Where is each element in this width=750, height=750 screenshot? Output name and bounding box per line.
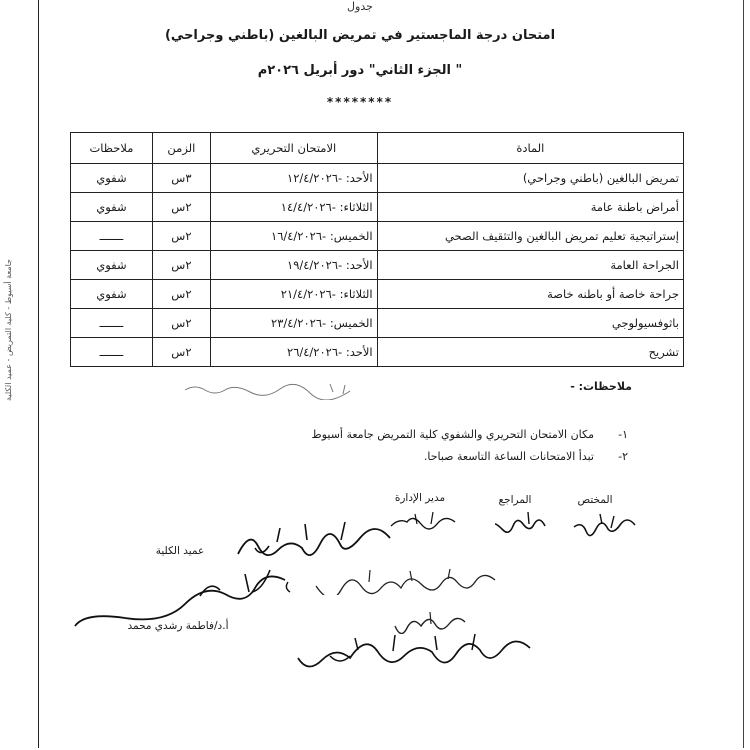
cell-date: الأحد: -٢٦/٤/٢٠٢٦ (210, 338, 377, 367)
cell-notes: ـــــــ (71, 309, 153, 338)
cell-date: الأحد: -١٩/٤/٢٠٢٦ (210, 251, 377, 280)
document-top-label: جدول (347, 0, 373, 13)
note-item-2 (150, 450, 628, 463)
header-subject: المادة (377, 133, 683, 164)
cell-subject: إستراتيجية تعليم تمريض البالغين والتثقيف الصحي (377, 222, 683, 251)
exam-schedule-table (70, 132, 684, 367)
cell-subject: تمريض البالغين (باطني وجراحي) (377, 164, 683, 193)
table-row (71, 280, 684, 309)
table-header-row (71, 133, 684, 164)
table-row (71, 193, 684, 222)
cell-time: ٢س (152, 251, 210, 280)
dean-label: عميد الكلية (155, 545, 205, 557)
cell-subject: جراحة خاصة أو باطنه خاصة (377, 280, 683, 309)
table-row (71, 222, 684, 251)
cell-date: الخميس: -٢٣/٤/٢٠٢٦ (210, 309, 377, 338)
cell-subject: أمراض باطنة عامة (377, 193, 683, 222)
cell-time: ٢س (152, 280, 210, 309)
notes-heading: ملاحظات: - (570, 380, 632, 393)
cell-time: ٢س (152, 309, 210, 338)
note-number: ٢- (618, 450, 628, 463)
cell-subject: الجراحة العامة (377, 251, 683, 280)
table-row (71, 251, 684, 280)
cell-notes: شفوي (71, 251, 153, 280)
note-text: مكان الامتحان التحريري والشفوي كلية التمريض جامعة أسيوط (311, 428, 594, 441)
cell-notes: شفوي (71, 193, 153, 222)
side-margin-text: جامعة أسيوط - كلية التمريض - عميد الكلية (4, 259, 13, 402)
dean-signature (70, 560, 300, 630)
cell-notes: شفوي (71, 280, 153, 309)
cell-time: ٢س (152, 222, 210, 251)
header-time: الزمن (152, 133, 210, 164)
admin-signature (385, 508, 460, 534)
table-row (71, 338, 684, 367)
specialist-signature (570, 510, 640, 540)
margin-scribble (180, 378, 380, 400)
table-row (71, 164, 684, 193)
reviewer-signature (490, 508, 550, 538)
reviewer-label: المراجع (498, 494, 532, 506)
cell-time: ٣س (152, 164, 210, 193)
cell-notes: شفوي (71, 164, 153, 193)
cell-date: الخميس: -١٦/٤/٢٠٢٦ (210, 222, 377, 251)
dean-name: أ.د/فاطمة رشدي محمد (127, 620, 229, 632)
handwritten-note-3 (295, 630, 535, 670)
cell-time: ٢س (152, 193, 210, 222)
cell-date: الأحد: -١٢/٤/٢٠٢٦ (210, 164, 377, 193)
header-notes: ملاحظات (71, 133, 153, 164)
stars-divider: ******** (326, 95, 394, 109)
header-exam: الامتحان التحريري (210, 133, 377, 164)
cell-notes: ـــــــ (71, 222, 153, 251)
cell-subject: تشريح (377, 338, 683, 367)
cell-date: الثلاثاء: -١٤/٤/٢٠٢٦ (210, 193, 377, 222)
note-number: ١- (618, 428, 628, 441)
cell-subject: باثوفسيولوجي (377, 309, 683, 338)
cell-date: الثلاثاء: -٢١/٤/٢٠٢٦ (210, 280, 377, 309)
council-signature (225, 518, 395, 563)
note-item-1 (150, 428, 628, 441)
cell-time: ٢س (152, 338, 210, 367)
note-text: تبدأ الامتحانات الساعة التاسعة صباحا. (423, 450, 594, 463)
cell-notes: ـــــــ (71, 338, 153, 367)
document-title: امتحان درجة الماجستير في تمريض البالغين (باطني وجراحي) (164, 28, 556, 43)
handwritten-note-1 (300, 565, 500, 595)
admin-label: مدير الإدارة (394, 492, 446, 504)
specialist-label: المختص (577, 494, 613, 506)
document-subtitle: " الجزء الثاني" دور أبريل ٢٠٢٦م (257, 63, 463, 78)
table-row (71, 309, 684, 338)
